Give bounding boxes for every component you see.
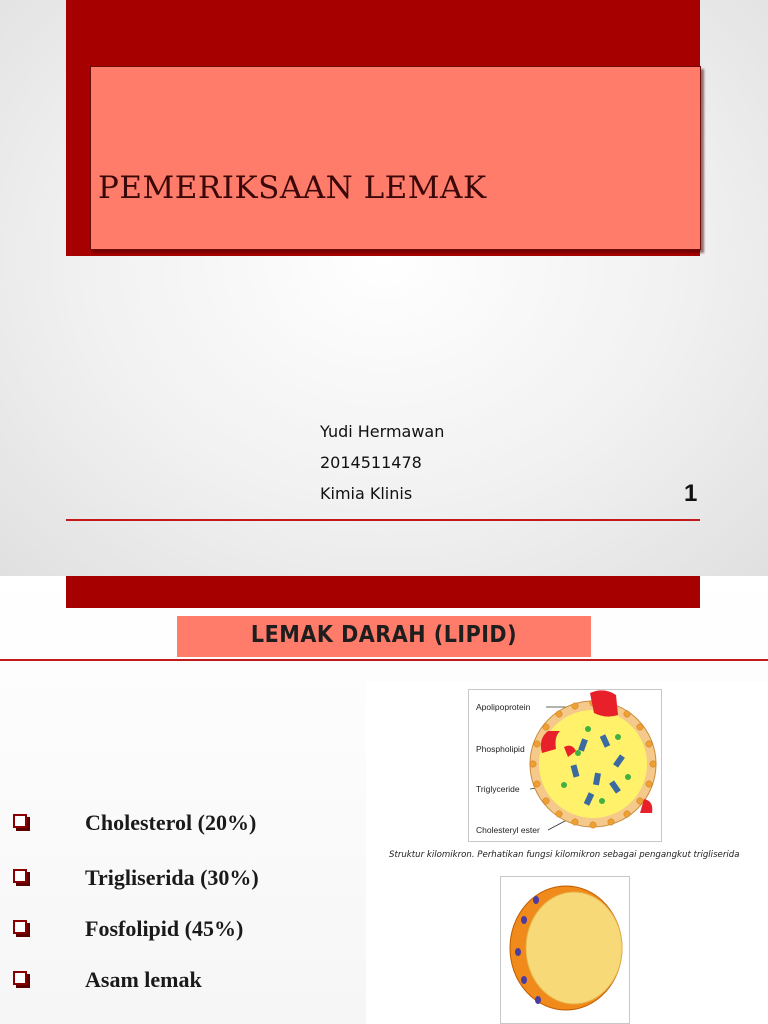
title-box: [90, 66, 701, 250]
label-cholesteryl-ester: Cholesteryl ester: [476, 825, 540, 835]
page-number: 1: [684, 480, 698, 507]
bullet-box-icon: [10, 918, 32, 938]
list-item: Fosfolipid (45%): [85, 916, 244, 941]
author-name: Yudi Hermawan: [320, 422, 445, 441]
chylomicron-diagram: [468, 689, 662, 842]
lipoprotein-cross-section: [500, 876, 630, 1024]
list-item: Cholesterol (20%): [85, 810, 257, 835]
figure-caption: Struktur kilomikron. Perhatikan fungsi kilomikron sebagai pengangkut trigliserida: [389, 850, 740, 860]
subject-name: Kimia Klinis: [320, 484, 413, 503]
slide-lipid: [0, 576, 768, 1024]
label-apolipoprotein: Apolipoprotein: [476, 702, 531, 712]
student-id: 2014511478: [320, 453, 422, 472]
bullet-box-icon: [10, 969, 32, 989]
slide-title-text: PEMERIKSAAN LEMAK: [98, 170, 487, 206]
bullet-box-icon: [10, 867, 32, 887]
slide-title-text: LEMAK DARAH (LIPID): [250, 622, 518, 648]
footer-divider: [66, 519, 700, 521]
bullet-box-icon: [10, 812, 32, 832]
list-item: Trigliserida (30%): [85, 865, 259, 890]
title-divider: [0, 659, 768, 661]
label-phospholipid: Phospholipid: [476, 744, 525, 754]
list-item: Asam lemak: [85, 967, 202, 992]
label-triglyceride: Triglyceride: [476, 784, 520, 794]
header-red-band: [66, 576, 700, 608]
